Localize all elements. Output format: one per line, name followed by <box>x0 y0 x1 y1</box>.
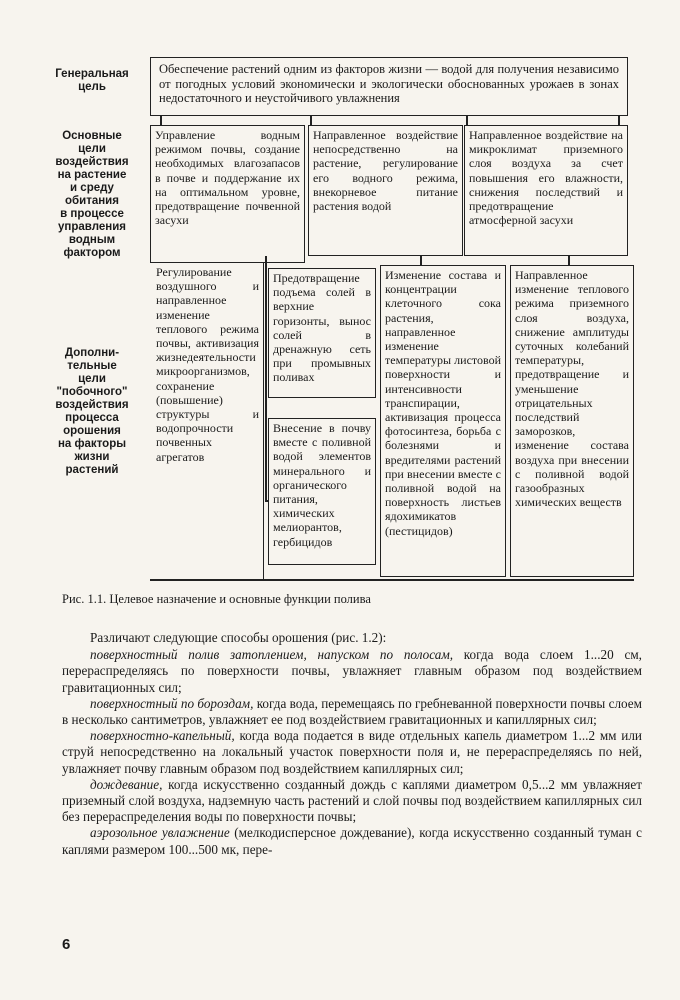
label-general-goal: Генеральная цель <box>55 68 129 93</box>
figure-caption: Рис. 1.1. Целевое назначение и основные функции полива <box>62 592 371 606</box>
method-term: поверхностный полив затоплением, напуском по полосам, <box>90 647 454 663</box>
additional-goal-box-5: Направленное изменение теплового режима приземного слоя воздуха, снижение амплитуды суточных колебаний температуры, предотвращение и уменьшение отрицательных последствий заморозков, изменение состава воздуха при внесении с поливной водой газообразных химических веществ <box>510 265 634 577</box>
list-item <box>62 696 642 728</box>
main-goal-box-2: Направленное воздействие непосредственно на растение, регулирование его водного режима, внекорневое питание растения водой <box>308 125 463 256</box>
additional-goal-box-4: Изменение состава и концентрации клеточного сока растения, направленное изменение температуры листовой поверхности и интенсивности транспирации, активизация процесса фотосинтеза, борьба с болезнями и вредителями растений при внесении вместе с поливной водой на поверхность листьев ядохимикатов (пестицидов) <box>380 265 506 577</box>
list-item <box>62 825 642 857</box>
method-term: поверхностный по бороздам, <box>90 695 254 711</box>
label-main-goals: Основные цели воздействия на растение и среду обитания в процессе управления водным фактором <box>55 130 129 259</box>
list-item <box>62 647 642 696</box>
method-description: (мелкодисперсное дождевание), когда искусственно созданный туман с каплями размером 100...500 мк, пере- <box>62 825 642 857</box>
intro-paragraph: Различают следующие способы орошения (рис. 1.2): <box>90 630 387 645</box>
main-goal-box-3: Направленное воздействие на микроклимат приземного слоя воздуха за счет повышения его влажности, снижения последствий и предотвращение атмосферной засухи <box>464 125 628 256</box>
method-description: когда вода, перемещаясь по гребневанной поверхности почвы слоем в несколько сантиметров, увлажняет ее под воздействием гравитационных и капиллярных сил; <box>62 695 642 728</box>
method-term: аэрозольное увлажнение <box>90 825 230 841</box>
general-goal-box: Обеспечение растений одним из факторов жизни — водой для получения независимо от погодных условий экономически и экологически обоснованных урожаев в зонах недостаточного и неустойчивого увлажнения <box>150 57 628 116</box>
additional-goal-box-1: Регулирование воздушного и направленное изменение теплового режима почвы, активизация жизнедеятельности микроорганизмов, сохранение (повышение) структуры и водопрочности почвенных агрегатов <box>150 262 264 580</box>
additional-goal-box-2: Предотвращение подъема солей в верхние горизонты, вынос солей в дренажную сеть при промывных поливах <box>268 268 376 398</box>
method-term: дождевание, <box>90 776 163 792</box>
additional-goal-box-3: Внесение в почву вместе с поливной водой элементов минерального и органического питания, химических мелиорантов, гербицидов <box>268 418 376 565</box>
label-additional-goals: Дополни- тельные цели "побочного" воздействия процесса орошения на факторы жизни растений <box>55 347 129 476</box>
connector <box>265 256 267 500</box>
connector <box>150 579 634 581</box>
method-description: когда вода слоем 1...20 см, перераспределяясь по поверхности почвы, увлажняет главным образом под воздействием гравитационных сил; <box>62 647 642 695</box>
main-goal-box-1: Управление водным режимом почвы, создание необходимых влагозапасов в почве и поддержание их на оптимальном уровне, предотвращение почвенной засухи <box>150 125 305 263</box>
method-description: когда вода подается в виде отдельных капель диаметром 1...2 мм или струй непосредственно на локальный участок поверхности поля и, не перераспределяясь по ней, увлажняет почву главным образом под воздействием капиллярных сил; <box>62 728 642 776</box>
method-description: когда искусственно созданный дождь с каплями диаметром 0,5...2 мм увлажняет приземный слой воздуха, надземную часть растений и слой почвы под воздействием капиллярных сил без перераспределения воды по поверхности почвы; <box>62 776 642 825</box>
body-text <box>62 630 642 858</box>
list-item <box>62 728 642 777</box>
list-item <box>62 777 642 826</box>
method-term: поверхностно-капельный, <box>90 728 235 744</box>
page-number: 6 <box>62 936 71 953</box>
